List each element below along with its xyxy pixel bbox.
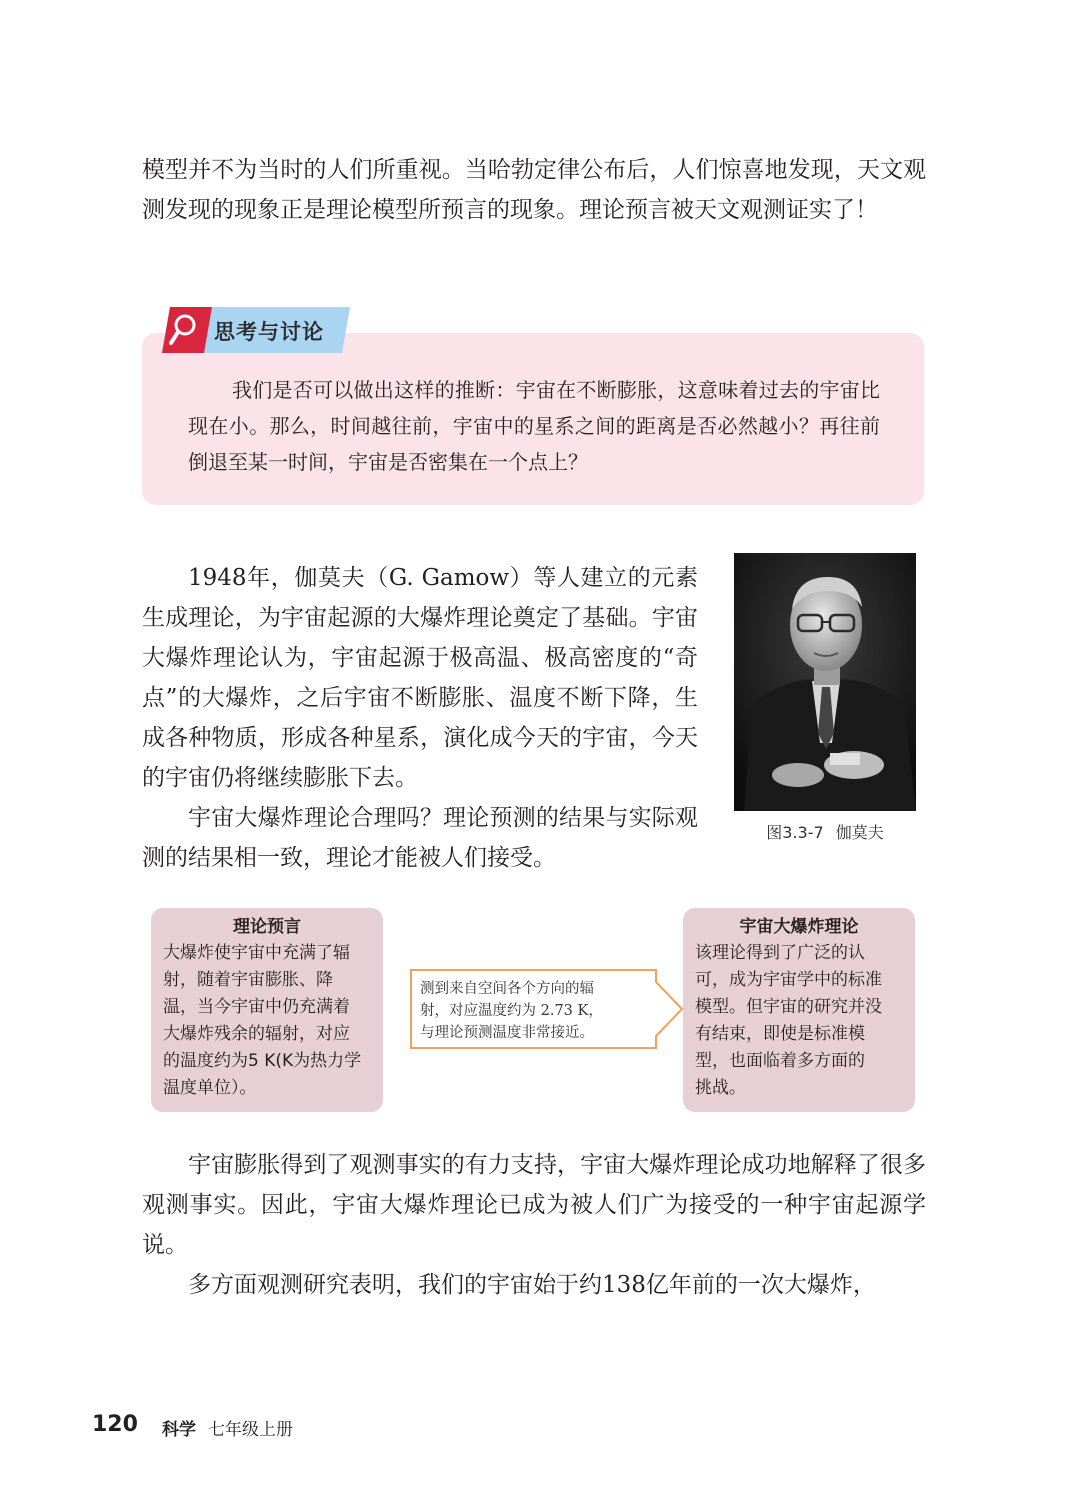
book-grade: 七年级上册: [208, 1420, 293, 1440]
bigbang-theory-title: 宇宙大爆炸理论: [739, 917, 859, 937]
book-title: [162, 1415, 293, 1440]
paragraph-intro: 模型并不为当时的人们所重视。当哈勃定律公布后，人们惊喜地发现，天文观测发现的现象正是理论模型所预言的现象。理论预言被天文观测证实了！: [142, 157, 926, 223]
magnifier-icon: [168, 312, 198, 348]
figure-number: 图3.3-7: [766, 823, 824, 842]
gamow-photo: [734, 553, 916, 811]
discussion-text: 我们是否可以做出这样的推断：宇宙在不断膨胀，这意味着过去的宇宙比现在小。那么，时间越往前，宇宙中的星系之间的距离是否必然越小？再往前倒退至某一时间，宇宙是否密集在一个点上？: [188, 378, 880, 474]
paragraph-gamow: 1948年，伽莫夫（G. Gamow）等人建立的元素生成理论，为宇宙起源的大爆炸理论奠定了基础。宇宙大爆炸理论认为，宇宙起源于极高温、极高密度的“奇点”的大爆炸，之后宇宙不断膨胀、温度不断下降，生成各种物质，形成各种星系，演化成今天的宇宙，今天的宇宙仍将继续膨胀下去。: [142, 565, 698, 791]
bigbang-theory-text: 该理论得到了广泛的认 可，成为宇宙学中的标准 模型。但宇宙的研究并没 有结束，即使是标准模 型，也面临着多方面的 挑战。: [695, 943, 882, 1098]
observation-text: 测到来自空间各个方向的辐 射，对应温度约为 2.73 K， 与理论预测温度非常接近。: [420, 981, 603, 1041]
prediction-title: 理论预言: [233, 917, 301, 937]
page-number: 120: [92, 1412, 138, 1437]
paragraph-question: 宇宙大爆炸理论合理吗？理论预测的结果与实际观测的结果相一致，理论才能被人们接受。: [142, 805, 698, 871]
book-subject: 科学: [162, 1420, 196, 1440]
prediction-text: 大爆炸使宇宙中充满了辐 射，随着宇宙膨胀、降 温，当今宇宙中仍充满着 大爆炸残余的辐射，对应 的温度约为5 K(K为热力学 温度单位）。: [163, 943, 362, 1098]
figure-caption: [734, 820, 916, 843]
discussion-title: 思考与讨论: [214, 320, 324, 344]
paragraph-support: 宇宙膨胀得到了观测事实的有力支持，宇宙大爆炸理论成功地解释了很多观测事实。因此，宇宙大爆炸理论已成为被人们广为接受的一种宇宙起源学说。: [142, 1152, 926, 1258]
prediction-box: [151, 908, 383, 1112]
bigbang-theory-box: [683, 908, 915, 1112]
paragraph-age: 多方面观测研究表明，我们的宇宙始于约138亿年前的一次大爆炸，: [188, 1272, 876, 1298]
figure-label: 伽莫夫: [835, 823, 884, 842]
